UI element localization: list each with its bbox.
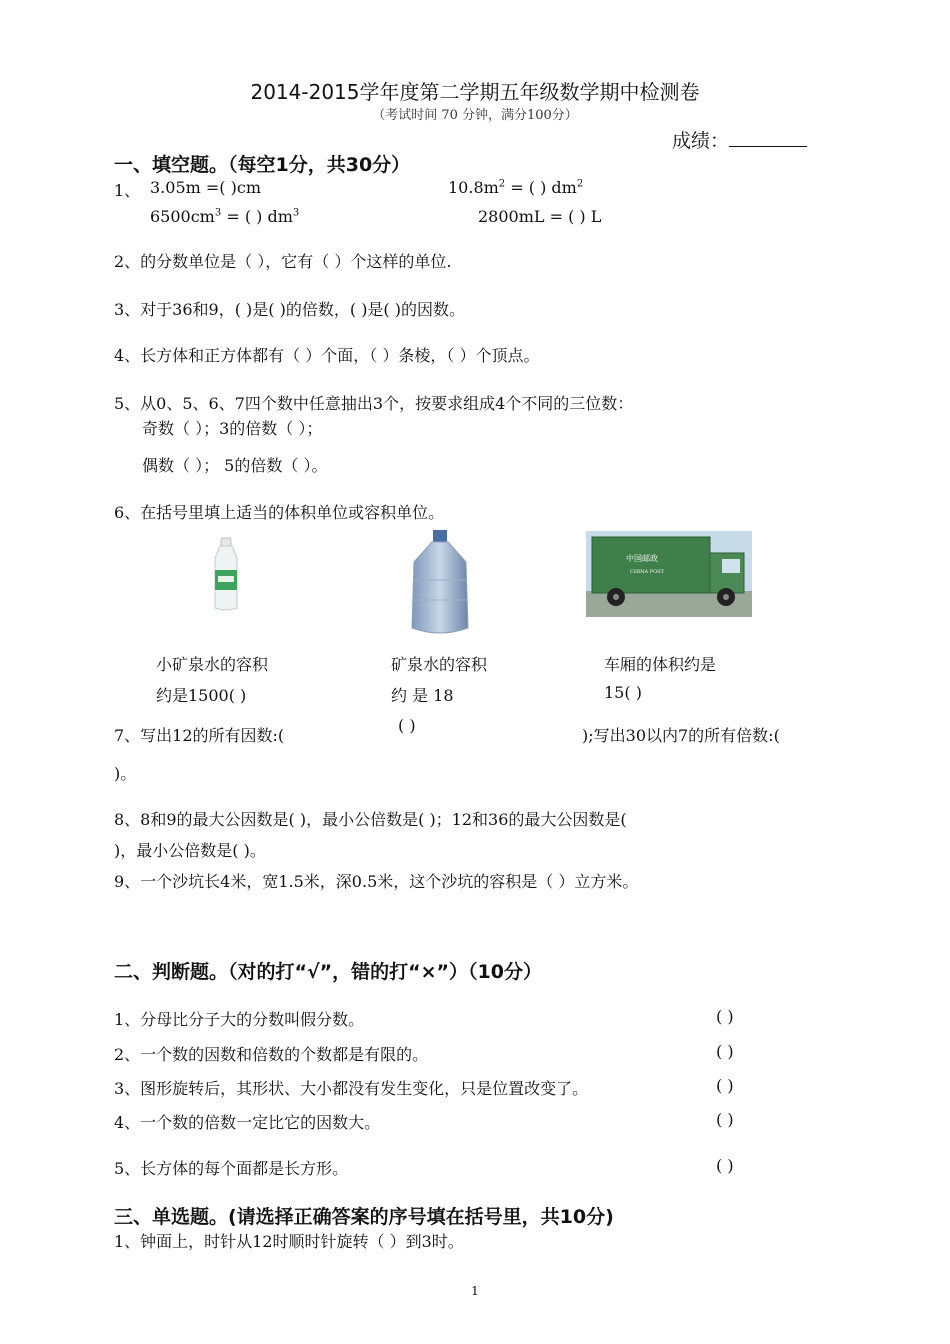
q1-a: 3.05m =( )cm xyxy=(150,178,261,197)
q9: 9、一个沙坑长4米，宽1.5米，深0.5米，这个沙坑的容积是（ ）立方米。 xyxy=(114,872,639,891)
page-title: 2014-2015学年度第二学期五年级数学期中检测卷 xyxy=(250,80,700,104)
q1-c xyxy=(150,207,299,226)
q5-line-2: 偶数（ ）； 5的倍数（ ）。 xyxy=(142,456,328,475)
q1-b-sup2: 2 xyxy=(576,178,584,190)
judge-answer-1[interactable]: ( ) xyxy=(716,1007,734,1026)
q1-b xyxy=(448,178,583,197)
judge-item-4: 4、一个数的倍数一定比它的因数大。 xyxy=(114,1113,381,1132)
judge-answer-3[interactable]: ( ) xyxy=(716,1076,734,1095)
judge-item-3: 3、图形旋转后，其形状、大小都没有发生变化，只是位置改变了。 xyxy=(114,1079,589,1098)
section-2-heading: 二、判断题。（对的打“√”，错的打“×”）（10分） xyxy=(114,961,542,983)
q6-item-2-line-1: 矿泉水的容积 xyxy=(391,655,488,674)
judge-answer-2[interactable]: ( ) xyxy=(716,1042,734,1061)
q4: 4、长方体和正方体都有（ ）个面，（ ）条棱，（ ）个顶点。 xyxy=(114,346,540,365)
judge-answer-5[interactable]: ( ) xyxy=(716,1156,734,1175)
q8-part-1: 8、8和9的最大公因数是( )，最小公倍数是( )；12和36的最大公因数是( xyxy=(114,810,627,829)
page-number: 1 xyxy=(471,1284,479,1298)
q1-number: 1、 xyxy=(114,181,141,200)
judge-item-1: 1、分母比分子大的分数叫假分数。 xyxy=(114,1010,365,1029)
q1-b-mid: = ( ) dm xyxy=(505,178,577,197)
score-field xyxy=(672,126,807,153)
q6-item-3-line-2: 15( ) xyxy=(604,683,642,702)
section-3-heading: 三、单选题。(请选择正确答案的序号填在括号里，共10分) xyxy=(114,1206,614,1228)
q1-c-mid: = ( ) dm xyxy=(221,207,293,226)
q2: 2、的分数单位是（ ），它有（ ）个这样的单位. xyxy=(114,252,452,271)
truck-sign: 中国邮政 xyxy=(626,554,658,563)
q1-c-sup: 3 xyxy=(214,207,222,219)
q7-part-1: 7、写出12的所有因数:( xyxy=(114,726,285,745)
score-blank[interactable] xyxy=(729,145,807,147)
judge-answer-4[interactable]: ( ) xyxy=(716,1110,734,1129)
q6-item-3-line-1: 车厢的体积约是 xyxy=(604,655,717,674)
exam-subtitle: （考试时间 70 分钟，满分100分） xyxy=(372,108,578,123)
q7-part-2: );写出30以内7的所有倍数:( xyxy=(582,726,780,745)
q1-c-pre: 6500cm xyxy=(150,207,215,226)
truck-sign-en: CHINA POST xyxy=(630,569,664,575)
judge-item-2: 2、一个数的因数和倍数的个数都是有限的。 xyxy=(114,1045,429,1064)
q7-part-3: )。 xyxy=(114,764,137,783)
q5: 5、从0、5、6、7四个数中任意抽出3个，按要求组成4个不同的三位数： xyxy=(114,394,634,413)
q6-item-2-line-2: 约 是 18 xyxy=(391,686,454,705)
q1-b-pre: 10.8m xyxy=(448,178,499,197)
q5-line-1: 奇数（ ）；3的倍数（ ）； xyxy=(142,419,323,438)
water-jug-image xyxy=(408,528,472,640)
q8-part-2: )，最小公倍数是( )。 xyxy=(114,841,266,860)
score-label: 成绩： xyxy=(672,130,730,152)
postal-truck-image xyxy=(586,531,752,617)
q6-item-1-line-2: 约是1500( ) xyxy=(156,686,247,705)
judge-item-5: 5、长方体的每个面都是长方形。 xyxy=(114,1159,349,1178)
q3: 3、对于36和9，( )是( )的倍数，( )是( )的因数。 xyxy=(114,300,466,319)
q6: 6、在括号里填上适当的体积单位或容积单位。 xyxy=(114,503,445,522)
q6-item-1-line-1: 小矿泉水的容积 xyxy=(156,655,269,674)
q1-c-sup2: 3 xyxy=(292,207,300,219)
q6-item-2-line-3: ( ) xyxy=(398,716,416,735)
section-1-heading: 一、填空题。（每空1分，共30分） xyxy=(114,154,411,176)
small-water-bottle-image xyxy=(208,536,244,612)
choice-q1: 1、钟面上，时针从12时顺时针旋转（ ）到3时。 xyxy=(114,1232,464,1251)
q1-d: 2800mL = ( ) L xyxy=(478,207,602,226)
q1-b-sup: 2 xyxy=(498,178,506,190)
